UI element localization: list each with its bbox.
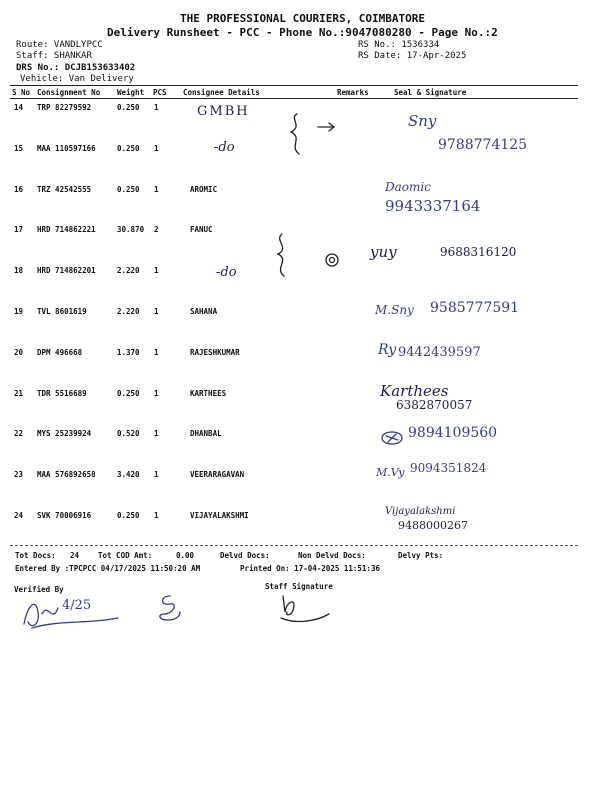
verified-by-label: Verified By (14, 585, 64, 594)
row-pcs: 1 (154, 103, 159, 112)
col-pcs: PCS (153, 88, 167, 97)
tot-cod-value: 0.00 (176, 551, 195, 560)
row-consignment-no: SVK 70006916 (37, 511, 92, 520)
row-sno: 22 (14, 429, 24, 438)
phone-r20: 9442439597 (398, 345, 481, 360)
name-r21: Karthees (380, 382, 449, 400)
row-consignment-no: TVL 8601619 (37, 307, 87, 316)
signature-r14: Sny (408, 112, 437, 130)
row-consignee: AROMIC (190, 185, 218, 194)
rs-number: RS No.: 1536334 (358, 40, 440, 50)
row-consignment-no: DPM 496668 (37, 348, 83, 357)
row-consignee: KARTHEES (190, 389, 227, 398)
tot-cod-label: Tot COD Amt: (98, 551, 153, 560)
row-consignee: SAHANA (190, 307, 218, 316)
totals-rule (10, 545, 578, 546)
staff-signature-label: Staff Signature (265, 582, 333, 591)
row-consignment-no: TDR 5516689 (37, 389, 87, 398)
row-consignee: VIJAYALAKSHMI (190, 511, 249, 520)
stamp-scribble-r22 (378, 428, 408, 448)
handwritten-ditto-r18: -do (216, 265, 237, 280)
phone-r24: 9488000267 (398, 519, 468, 532)
row-pcs: 1 (154, 511, 159, 520)
row-weight: 0.250 (117, 389, 140, 398)
phone-r16: 9943337164 (385, 197, 481, 215)
tot-docs-label: Tot Docs: (15, 551, 56, 560)
phone-r21: 6382870057 (396, 398, 473, 412)
row-sno: 19 (14, 307, 24, 316)
row-weight: 0.520 (117, 429, 140, 438)
row-pcs: 1 (154, 307, 159, 316)
runsheet-subtitle: Delivery Runsheet - PCC - Phone No.:9047080280 - Page No.:2 (107, 26, 498, 39)
col-remarks: Remarks (337, 88, 369, 97)
row-sno: 20 (14, 348, 24, 357)
row-sno: 24 (14, 511, 24, 520)
row-weight: 2.220 (117, 266, 140, 275)
row-consignee: RAJESHKUMAR (190, 348, 240, 357)
row-sno: 17 (14, 225, 24, 234)
row-pcs: 1 (154, 266, 159, 275)
name-r16: Daomic (385, 180, 431, 194)
signature-r17: yuy (370, 243, 397, 261)
row-weight: 0.250 (117, 185, 140, 194)
row-weight: 3.420 (117, 470, 140, 479)
phone-r15: 9788774125 (438, 137, 528, 153)
staff: Staff: SHANKAR (16, 51, 92, 61)
handwritten-consignee-r14: GMBH (197, 104, 250, 119)
row-consignment-no: TRZ 42542555 (37, 185, 92, 194)
col-consignment: Consignment No (37, 88, 101, 97)
staff-signature-mark (275, 592, 335, 624)
phone-r19: 9585777591 (430, 300, 520, 316)
row-sno: 21 (14, 389, 24, 398)
entered-by: Entered By :TPCPCC 04/17/2025 11:50:20 AM (15, 564, 201, 573)
row-pcs: 2 (154, 225, 159, 234)
verified-date: 4/25 (62, 598, 92, 613)
header-rule-bottom (10, 98, 578, 99)
row-weight: 30.870 (117, 225, 145, 234)
brace-circle-mark (272, 232, 347, 277)
row-weight: 2.220 (117, 307, 140, 316)
phone-r23: 9094351824 (410, 461, 487, 475)
drs-number: DRS No.: DCJB153633402 (16, 63, 136, 73)
row-weight: 0.250 (117, 144, 140, 153)
row-weight: 0.250 (117, 511, 140, 520)
row-consignee: DHANBAL (190, 429, 222, 438)
row-pcs: 1 (154, 144, 159, 153)
row-pcs: 1 (154, 185, 159, 194)
row-consignment-no: TRP 82279592 (37, 103, 92, 112)
row-consignment-no: MAA 576892658 (37, 470, 96, 479)
delvy-pts: Delvy Pts: (398, 551, 444, 560)
row-sno: 14 (14, 103, 24, 112)
row-pcs: 1 (154, 470, 159, 479)
row-consignment-no: HRD 714862221 (37, 225, 96, 234)
signature-r23: M.Vy (376, 466, 405, 479)
row-pcs: 1 (154, 348, 159, 357)
verifier-initial (150, 592, 190, 624)
row-sno: 23 (14, 470, 24, 479)
phone-r17: 9688316120 (440, 245, 517, 259)
row-sno: 15 (14, 144, 24, 153)
col-weight: Weight (117, 88, 145, 97)
col-seal: Seal & Signature (394, 88, 467, 97)
brace-arrow-mark (285, 112, 345, 157)
signature-r19: M.Sny (375, 303, 414, 317)
row-sno: 18 (14, 266, 24, 275)
non-delvd-docs: Non Delvd Docs: (298, 551, 366, 560)
row-pcs: 1 (154, 429, 159, 438)
company-name: THE PROFESSIONAL COURIERS, COIMBATORE (180, 12, 426, 25)
row-consignment-no: MYS 25239924 (37, 429, 92, 438)
delvd-docs: Delvd Docs: (220, 551, 270, 560)
row-consignment-no: MAA 110597166 (37, 144, 96, 153)
col-sno: S No (12, 88, 31, 97)
col-consignee: Consignee Details (183, 88, 260, 97)
row-consignee: FANUC (190, 225, 213, 234)
header-rule-top (10, 85, 578, 86)
row-consignee: VEERARAGAVAN (190, 470, 245, 479)
route: Route: VANDLYPCC (16, 40, 103, 50)
rs-date: RS Date: 17-Apr-2025 (358, 51, 467, 61)
name-r24: Vijayalakshmi (385, 506, 456, 517)
row-consignment-no: HRD 714862201 (37, 266, 96, 275)
row-sno: 16 (14, 185, 24, 194)
handwritten-ditto-r15: -do (214, 140, 235, 155)
row-weight: 0.250 (117, 103, 140, 112)
signature-r20: Ry (378, 342, 397, 358)
phone-r22: 9894109560 (408, 425, 498, 441)
row-weight: 1.370 (117, 348, 140, 357)
printed-on: Printed On: 17-04-2025 11:51:36 (240, 564, 380, 573)
row-pcs: 1 (154, 389, 159, 398)
tot-docs-value: 24 (70, 551, 80, 560)
vehicle: Vehicle: Van Delivery (20, 74, 134, 84)
